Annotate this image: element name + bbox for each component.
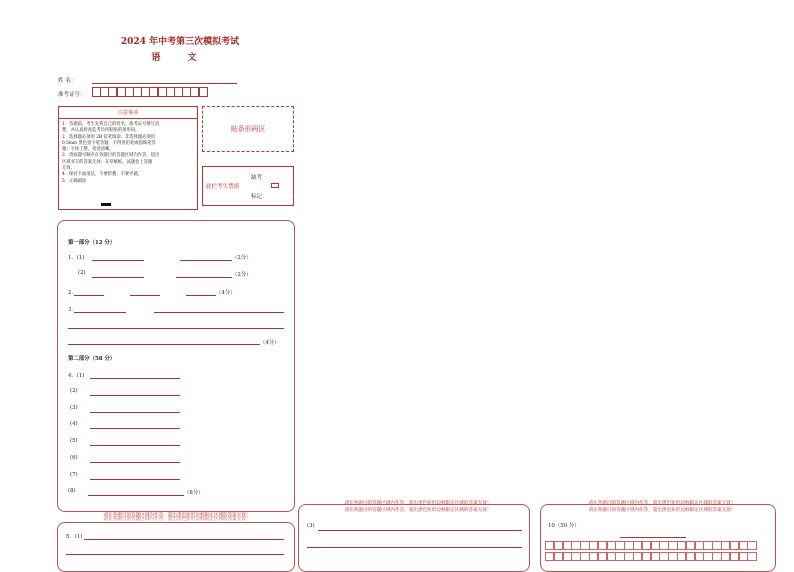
answer-panel-2 [57,522,295,572]
q2-blank-b[interactable] [130,295,160,296]
part2-item-label: (7) [70,471,78,478]
q1-1-blank-b[interactable] [180,260,232,261]
fill-sample [101,203,111,206]
essay-grid-cell[interactable] [747,552,756,561]
notice-item: 5．正确填涂 [62,178,87,184]
part2-item-blank[interactable] [90,378,180,379]
q8-blank[interactable] [88,495,184,496]
q2-score: （4分） [216,290,236,296]
warning-text-1b: 请在各题目的答题区域内作答，超出黑色矩形边框限定区域的答案无效！ [103,517,251,522]
part2-item-blank[interactable] [90,462,180,463]
warning-text-3b: 请在各题目的答题区域内作答，超出黑色矩形边框限定区域的答案无效！ [588,508,736,513]
q3-label: 3． [68,307,77,313]
subject-title: 语 文 [151,53,209,63]
q3-blank-d[interactable] [68,344,260,345]
q1-1-blank-a[interactable] [92,260,144,261]
answer-panel-1 [57,220,295,512]
part2-item-label: (6) [70,455,78,461]
notice-item: 3．请按题号顺序在各题目的答题区域内作答，超出 [62,153,160,159]
absent-mark2: 标记 [251,194,263,200]
notice-item: 无效。 [62,166,75,172]
q2-label: 2． [68,290,77,296]
part2-item-label: (2) [70,387,78,394]
q1-2-blank-b[interactable] [176,277,232,278]
q2-blank-c[interactable] [186,295,216,296]
q5-label: 5．(1) [66,534,83,540]
notice-item: 4．保持卡面清洁，不要折叠、不要弄破。 [62,172,143,178]
notice-box [58,106,198,210]
id-cell[interactable] [199,87,208,97]
notice-item: 2．选择题必须用 2B 铅笔填涂；非选择题必须用 [62,134,155,140]
notice-title: 注意事项 [59,107,197,119]
id-cells[interactable] [92,87,207,97]
part2-item-blank[interactable] [90,395,180,396]
q5-blank-a[interactable] [84,539,284,540]
q1-2-label: (2) [78,270,86,276]
part2-item-blank[interactable] [90,412,180,413]
essay-grid[interactable] [545,541,756,563]
id-label: 准考证号： [58,92,86,98]
essay-grid-row [545,541,756,550]
q8-label: (8) [68,488,76,494]
name-field[interactable] [92,83,237,84]
part2-item-label: 4．(1) [68,373,85,379]
absent-checkbox[interactable] [271,183,279,188]
mid-q-label: (3) [307,523,315,529]
absent-mark1: 缺考 [251,175,263,181]
warning-text-2b: 请在各题目的答题区域内作答，超出黑色矩形边框限定区域的答案无效！ [344,508,492,513]
q1-score: （2分） [232,255,252,261]
q3-score: （4分） [260,340,280,346]
q1-label: 1．(1) [68,255,85,261]
q5-blank-b[interactable] [66,554,284,555]
warning-text-3: 请在各题目的答题区域内作答，超出黑色矩形边框限定区域的答案无效！ [588,501,736,506]
notice-item: 0.5mm 黑色签字笔答题，不得用铅笔或圆珠笔答 [62,140,156,146]
q1-2-score: （2分） [232,272,252,278]
part2-item-label: (4) [70,421,78,428]
warning-text-1: 请在各题目的答题区域内作答，超出黑色矩形边框限定区域的答案无效！ [103,513,251,518]
exam-title: 2024 年中考第三次模拟考试 [120,37,240,47]
q1-2-blank-a[interactable] [92,277,144,278]
part2-item-blank[interactable] [90,445,180,446]
part1-heading: 第一部分（12 分） [68,240,116,246]
essay-title-blank[interactable] [620,537,686,538]
notice-item: 题；字体工整、笔迹清晰。 [62,147,114,153]
mid-blank-b[interactable] [307,547,522,548]
part2-item-label: (5) [70,438,78,445]
q2-blank-a[interactable] [74,295,104,296]
mid-blank-a[interactable] [318,530,522,531]
q3-blank-c[interactable] [68,328,284,329]
notice-item: 区域书写的答案无效；在草稿纸、试题卷上答题 [62,159,153,165]
absent-label: 此栏考生禁填 [206,184,240,190]
q3-blank-b[interactable] [154,312,284,313]
right-q-label: 10（50 分） [548,523,580,529]
notice-list [59,119,197,188]
absent-box [202,166,294,206]
warning-text-2: 请在各题目的答题区域内作答，超出黑色矩形边框限定区域的答案无效！ [344,501,492,506]
name-label: 姓 名： [58,78,77,84]
part2-item-blank[interactable] [90,479,180,480]
notice-item: 楚，并认真检查监考员所粘贴的条形码。 [62,128,140,134]
essay-grid-row [545,552,756,561]
part2-item-blank[interactable] [90,428,180,429]
barcode-area [202,106,294,152]
notice-item: 1．答题前，考生先将自己的姓名，准考证号填写清 [62,122,160,127]
part2-heading: 第二部分（58 分） [68,356,116,362]
part2-item-label: (3) [70,404,78,411]
q3-blank-a[interactable] [74,312,126,313]
essay-grid-cell[interactable] [747,541,756,550]
barcode-label: 贴条形码区 [230,125,266,133]
q8-score: （8分） [184,490,204,496]
